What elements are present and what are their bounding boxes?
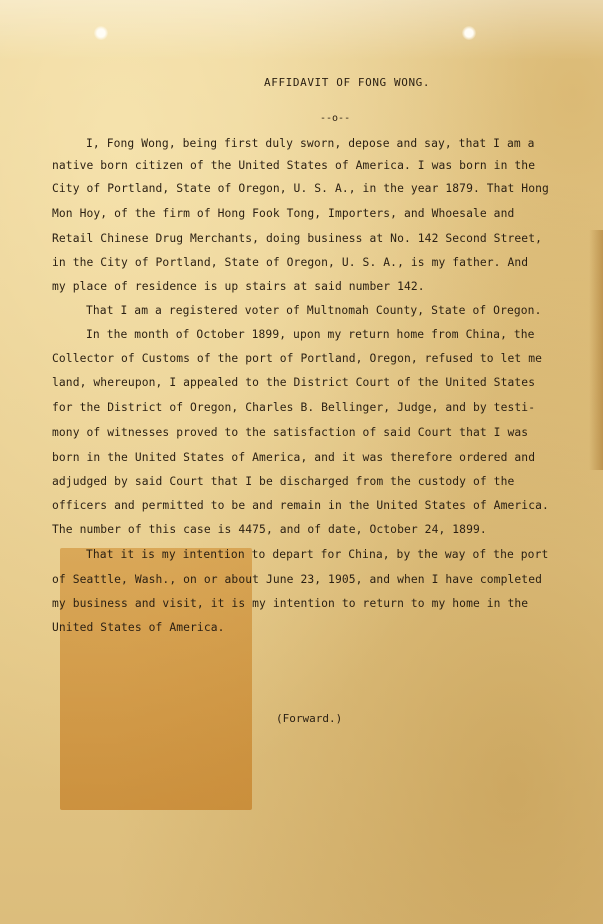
title-divider: --o-- xyxy=(320,113,351,124)
continuation-note: (Forward.) xyxy=(276,712,343,725)
paragraph-3-line: The number of this case is 4475, and of date, October 24, 1899. xyxy=(52,523,487,536)
paragraph-3-line: officers and permitted to be and remain in the United States of America. xyxy=(52,499,549,512)
paragraph-3-line: mony of witnesses proved to the satisfaction of said Court that I was xyxy=(52,426,529,439)
paragraph-3-line: born in the United States of America, and it was therefore ordered and xyxy=(52,451,536,464)
paragraph-1-line: in the City of Portland, State of Oregon, U. S. A., is my father. And xyxy=(52,256,529,269)
paragraph-1-line: Retail Chinese Drug Merchants, doing business at No. 142 Second Street, xyxy=(52,232,542,245)
paragraph-1-line: Mon Hoy, of the firm of Hong Fook Tong, Importers, and Whoesale and xyxy=(52,207,515,220)
paragraph-3-line: land, whereupon, I appealed to the District Court of the United States xyxy=(52,376,536,389)
punch-hole xyxy=(94,26,108,40)
paragraph-3-line: Collector of Customs of the port of Portland, Oregon, refused to let me xyxy=(52,352,542,365)
paragraph-1-line: City of Portland, State of Oregon, U. S. A., in the year 1879. That Hong xyxy=(52,182,549,195)
paper-edge-stain xyxy=(589,230,603,470)
document-title: AFFIDAVIT OF FONG WONG. xyxy=(264,76,431,89)
paragraph-1-line: native born citizen of the United States of America. I was born in the xyxy=(52,159,536,172)
paragraph-4-line: That it is my intention to depart for China, by the way of the port xyxy=(86,548,549,561)
paragraph-4-line: United States of America. xyxy=(52,621,225,634)
paragraph-1-line: my place of residence is up stairs at said number 142. xyxy=(52,280,425,293)
paragraph-3-line: for the District of Oregon, Charles B. Bellinger, Judge, and by testi- xyxy=(52,401,536,414)
paragraph-4-line: of Seattle, Wash., on or about June 23, 1905, and when I have completed xyxy=(52,573,542,586)
punch-hole xyxy=(462,26,476,40)
paper-top-fade xyxy=(0,0,603,60)
paragraph-2-line: That I am a registered voter of Multnomah County, State of Oregon. xyxy=(86,304,542,317)
paragraph-4-line: my business and visit, it is my intention to return to my home in the xyxy=(52,597,529,610)
paragraph-3-line: adjudged by said Court that I be discharged from the custody of the xyxy=(52,475,515,488)
paragraph-1-line: I, Fong Wong, being first duly sworn, depose and say, that I am a xyxy=(86,137,535,150)
paragraph-3-line: In the month of October 1899, upon my return home from China, the xyxy=(86,328,535,341)
photo-stain xyxy=(60,548,252,810)
